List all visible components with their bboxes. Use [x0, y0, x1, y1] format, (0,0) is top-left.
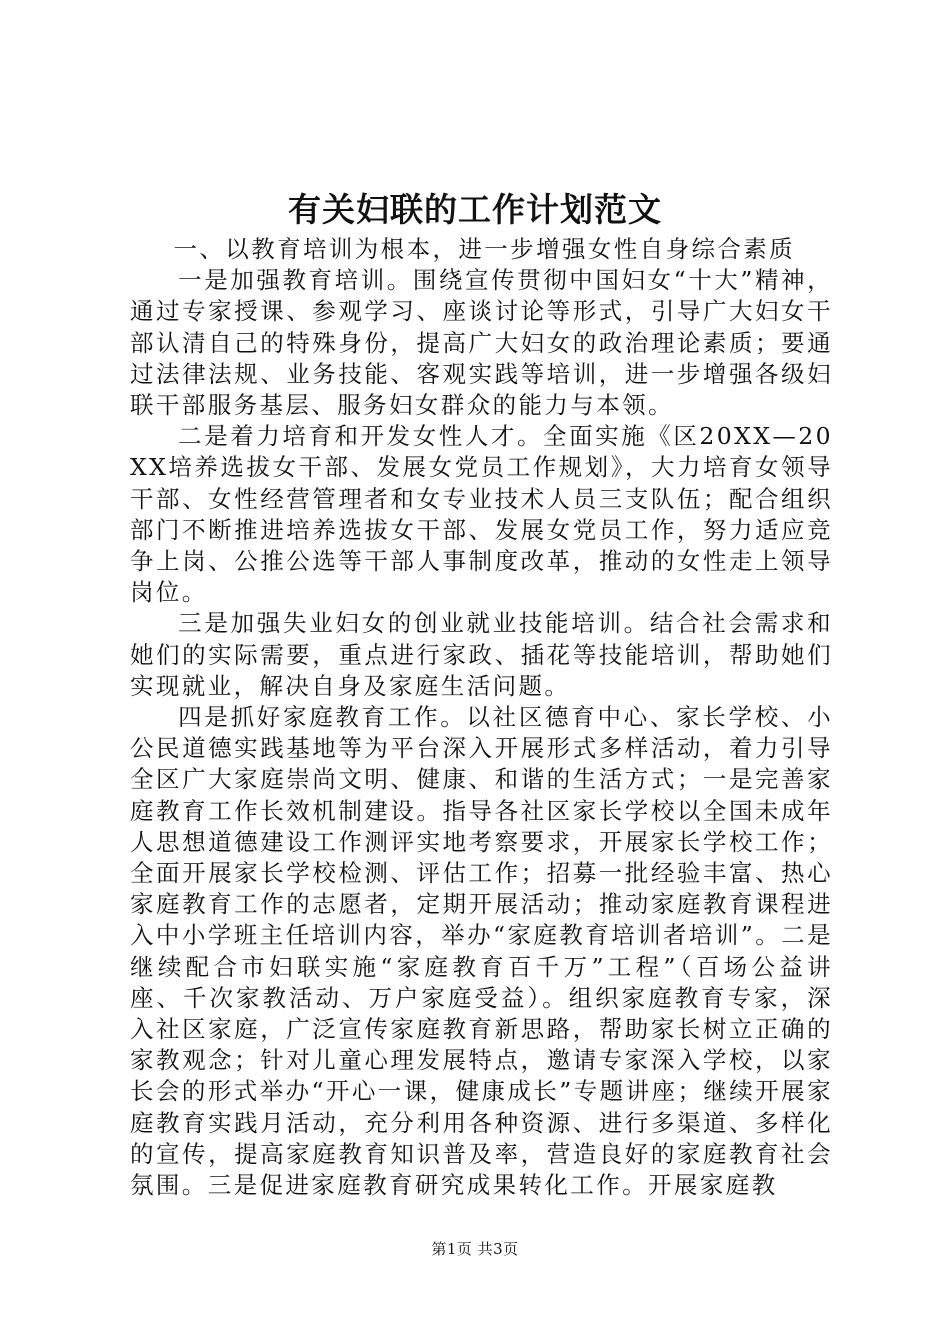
- paragraph-employment-training: 三是加强失业妇女的创业就业技能培训。结合社会需求和她们的实际需要，重点进行家政、插花等技能培训，帮助她们实现就业，解决自身及家庭生活问题。: [130, 609, 833, 700]
- paragraph-family-education: 四是抓好家庭教育工作。以社区德育中心、家长学校、小公民道德实践基地等为平台深入开展形式多样活动，着力引导全区广大家庭崇尚文明、健康、和谐的生活方式；一是完善家庭教育工作长效机制建设。指导各社区家长学校以全国未成年人思想道德建设工作测评实地考察要求，开展家长学校工作；全面开展家长学校检测、评估工作；招募一批经验丰富、热心家庭教育工作的志愿者，定期开展活动；推动家庭教育课程进入中小学班主任培训内容，举办“家庭教育培训者培训”。二是继续配合市妇联实施“家庭教育百千万”工程”（百场公益讲座、千次家教活动、万户家庭受益）。组织家庭教育专家，深入社区家庭，广泛宣传家庭教育新思路，帮助家长树立正确的家教观念；针对儿童心理发展特点，邀请专家深入学校，以家长会的形式举办“开心一课，健康成长”专题讲座；继续开展家庭教育实践月活动，充分利用各种资源、进行多渠道、多样化的宣传，提高家庭教育知识普及率，营造良好的家庭教育社会氛围。三是促进家庭教育研究成果转化工作。开展家庭教: [130, 703, 833, 1200]
- document-body: [130, 234, 833, 1201]
- section-heading: 一、以教育培训为根本，进一步增强女性自身综合素质: [173, 235, 796, 263]
- paragraph-female-talent: 二是着力培育和开发女性人才。全面实施《区20XX—20XX培养选拔女干部、发展女党员工作规划》，大力培育女领导干部、女性经营管理者和女专业技术人员三支队伍；配合组织部门不断推进培养选拔女干部、发展女党员工作，努力适应竞争上岗、公推公选等干部人事制度改革，推动的女性走上领导岗位。: [130, 422, 833, 607]
- page-indicator: 第1页 共3页: [431, 1240, 519, 1258]
- paragraph-education-training: 一是加强教育培训。围绕宣传贯彻中国妇女“十大”精神，通过专家授课、参观学习、座谈讨论等形式，引导广大妇女干部认清自己的特殊身份，提高广大妇女的政治理论素质；要通过法律法规、业务技能、客观实践等培训，进一步增强各级妇联干部服务基层、服务妇女群众的能力与本领。: [130, 266, 833, 420]
- document-title: 有关妇联的工作计划范文: [288, 190, 662, 229]
